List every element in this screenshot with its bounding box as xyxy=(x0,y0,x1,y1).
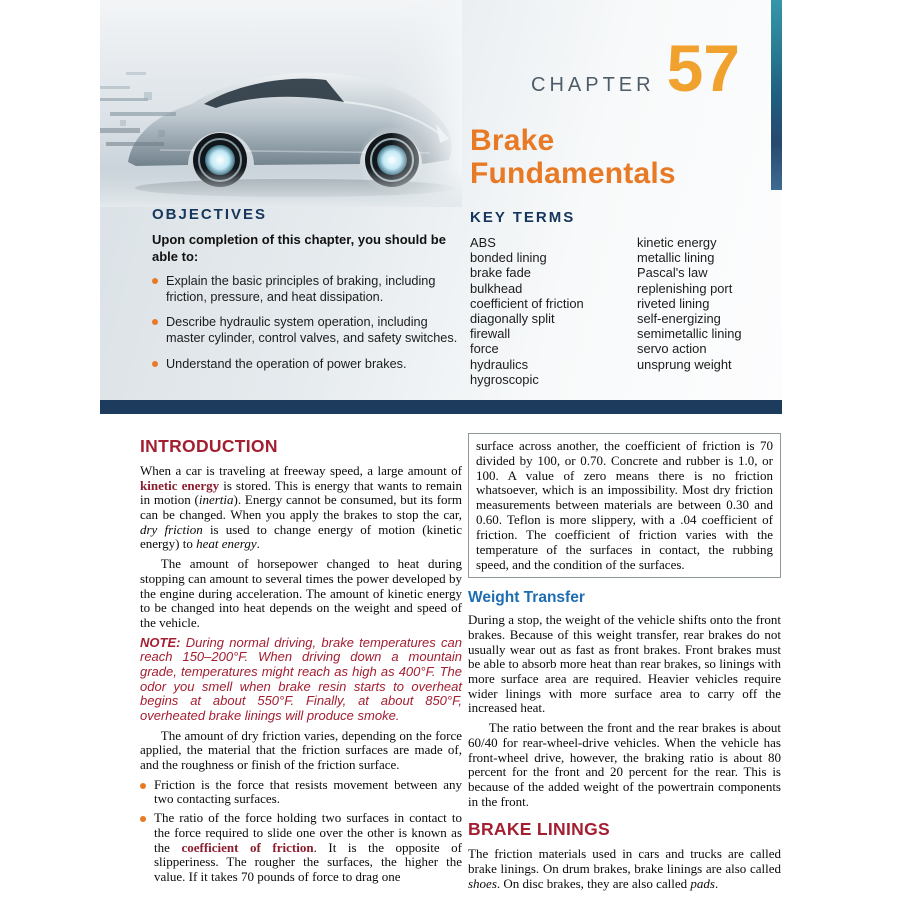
left-column xyxy=(140,436,462,889)
note-paragraph: NOTE: During normal driving, brake temperatures can reach 150–200°F. When driving down a mountain grade, temperatures might reach as high as 400°F. The odor you smell when brake resin starts to overheat begins at about 550°F. Finally, at about 850°F, overheated brake linings will produce smoke. xyxy=(140,634,462,723)
page-edge-strip xyxy=(771,0,782,190)
key-term-item: force xyxy=(470,341,499,357)
chapter-label: CHAPTER xyxy=(531,74,655,96)
bullet-text: The ratio of the force holding two surfaces in contact to the force required to slide one over the other is known as the coefficient of friction. It is the opposite of slipperiness. The rougher the surfaces, the higher the value. If it takes 70 pounds of force to drag one xyxy=(154,810,462,884)
header-divider-bar xyxy=(100,400,782,414)
paragraph: When a car is traveling at freeway speed, a large amount of kinetic energy is stored. This is energy that wants to remain in motion (inertia). Energy cannot be consumed, but its form can be changed. When you apply the brakes to stop the car, dry friction is used to change energy of motion (kinetic energy) to heat energy. xyxy=(140,463,463,552)
bullet-dot-icon xyxy=(140,783,146,789)
bullet-dot-icon xyxy=(140,816,146,822)
key-term-item: riveted lining xyxy=(637,295,710,311)
key-term-item: bonded lining xyxy=(470,250,547,266)
key-terms-column-2 xyxy=(637,235,775,387)
key-term-item: ABS xyxy=(470,235,496,250)
objective-item xyxy=(152,314,460,346)
chapter-title-line1: Brake xyxy=(470,124,555,157)
objective-text: Describe hydraulic system operation, including master cylinder, control valves, and safety switches. xyxy=(166,315,458,346)
key-term-item: semimetallic lining xyxy=(637,326,742,342)
objectives-section xyxy=(152,206,460,381)
bullet-dot-icon xyxy=(152,319,158,325)
friction-bullet-list xyxy=(140,778,462,885)
chapter-header xyxy=(100,0,782,414)
paragraph: The amount of horsepower changed to heat during stopping can amount to several times the power developed by the engine during acceleration. The amount of kinetic energy to be changed into heat depends on the weight and speed of the vehicle. xyxy=(140,556,462,630)
key-term-item: self-energizing xyxy=(637,311,721,327)
key-term-item: unsprung weight xyxy=(637,356,732,372)
bullet-dot-icon xyxy=(152,361,158,367)
key-terms-column-1 xyxy=(470,235,637,387)
key-term-item: metallic lining xyxy=(637,250,715,266)
key-term-item: kinetic energy xyxy=(637,235,717,250)
bullet-item xyxy=(140,778,462,807)
key-term-item: diagonally split xyxy=(470,311,555,327)
key-terms-section xyxy=(470,209,775,387)
key-terms-heading: KEY TERMS xyxy=(470,209,576,226)
bullet-item xyxy=(140,811,462,884)
paragraph: During a stop, the weight of the vehicle shifts onto the front brakes. Because of this weight transfer, rear brakes do not usually wear out as fast as front brakes. Front brakes must be able to absorb more heat than rear brakes, so linings with more surface area are required. Heavier vehicles require wider linings with more surface area to carry off the increased heat. xyxy=(468,612,781,716)
bullet-text: Friction is the force that resists movement between any two contacting surfaces. xyxy=(154,776,462,807)
key-term-item: firewall xyxy=(470,326,511,342)
bullet-dot-icon xyxy=(152,278,158,284)
chapter-title xyxy=(470,124,676,190)
key-term-item: brake fade xyxy=(470,265,531,281)
objective-text: Explain the basic principles of braking, including friction, pressure, and heat dissipation. xyxy=(166,274,436,305)
introduction-heading: INTRODUCTION xyxy=(140,436,278,456)
paragraph: The ratio between the front and the rear brakes is about 60/40 for rear-wheel-drive vehicles. When the vehicle has front-wheel drive, however, the braking ratio is about 80 percent for the front and 20 percent for the rear. This is because of the added weight of the powertrain components in the front. xyxy=(468,720,781,809)
key-term-item: bulkhead xyxy=(470,280,523,296)
paragraph: The friction materials used in cars and trucks are called brake linings. On drum brakes, brake linings are also called shoes. On disc brakes, they are also called pads. xyxy=(468,846,781,891)
objective-item xyxy=(152,273,460,305)
objective-item xyxy=(152,356,460,372)
paragraph: The amount of dry friction varies, depending on the force applied, the material that the friction surfaces are made of, and the roughness or finish of the friction surface. xyxy=(140,727,462,773)
key-term-item: coefficient of friction xyxy=(470,295,584,311)
main-content xyxy=(100,433,782,897)
objectives-intro: Upon completion of this chapter, you should be able to: xyxy=(152,232,446,264)
key-term-item: servo action xyxy=(637,341,707,357)
chapter-title-line2: Fundamentals xyxy=(470,157,676,190)
objectives-heading: OBJECTIVES xyxy=(152,206,268,223)
chapter-label-row xyxy=(531,31,740,105)
brake-linings-heading: BRAKE LININGS xyxy=(468,819,610,840)
key-term-item: hygroscopic xyxy=(470,371,539,387)
key-term-item: hydraulics xyxy=(470,356,529,372)
key-term-item: replenishing port xyxy=(637,280,733,296)
key-term-item: Pascal's law xyxy=(637,265,708,281)
chapter-number: 57 xyxy=(666,31,740,105)
right-column xyxy=(468,433,781,896)
objective-text: Understand the operation of power brakes. xyxy=(166,356,407,371)
weight-transfer-heading: Weight Transfer xyxy=(468,589,585,607)
objectives-list xyxy=(152,273,460,372)
car-hero-image xyxy=(100,0,462,207)
continuation-box: surface across another, the coefficient of friction is 70 divided by 100, or 0.70. Concrete and rubber is 1.0, or 100. A value of zero means there is no friction whatsoever, which is an impossibility. Most dry friction measurements between materials are between 0.30 and 0.60. Teflon is more slippery, with a .04 coefficient of friction. The coefficient of friction varies with the temperature of the surfaces in contact, the rubbing speed, and the condition of the surfaces. xyxy=(468,433,781,578)
key-terms-columns xyxy=(470,235,775,387)
